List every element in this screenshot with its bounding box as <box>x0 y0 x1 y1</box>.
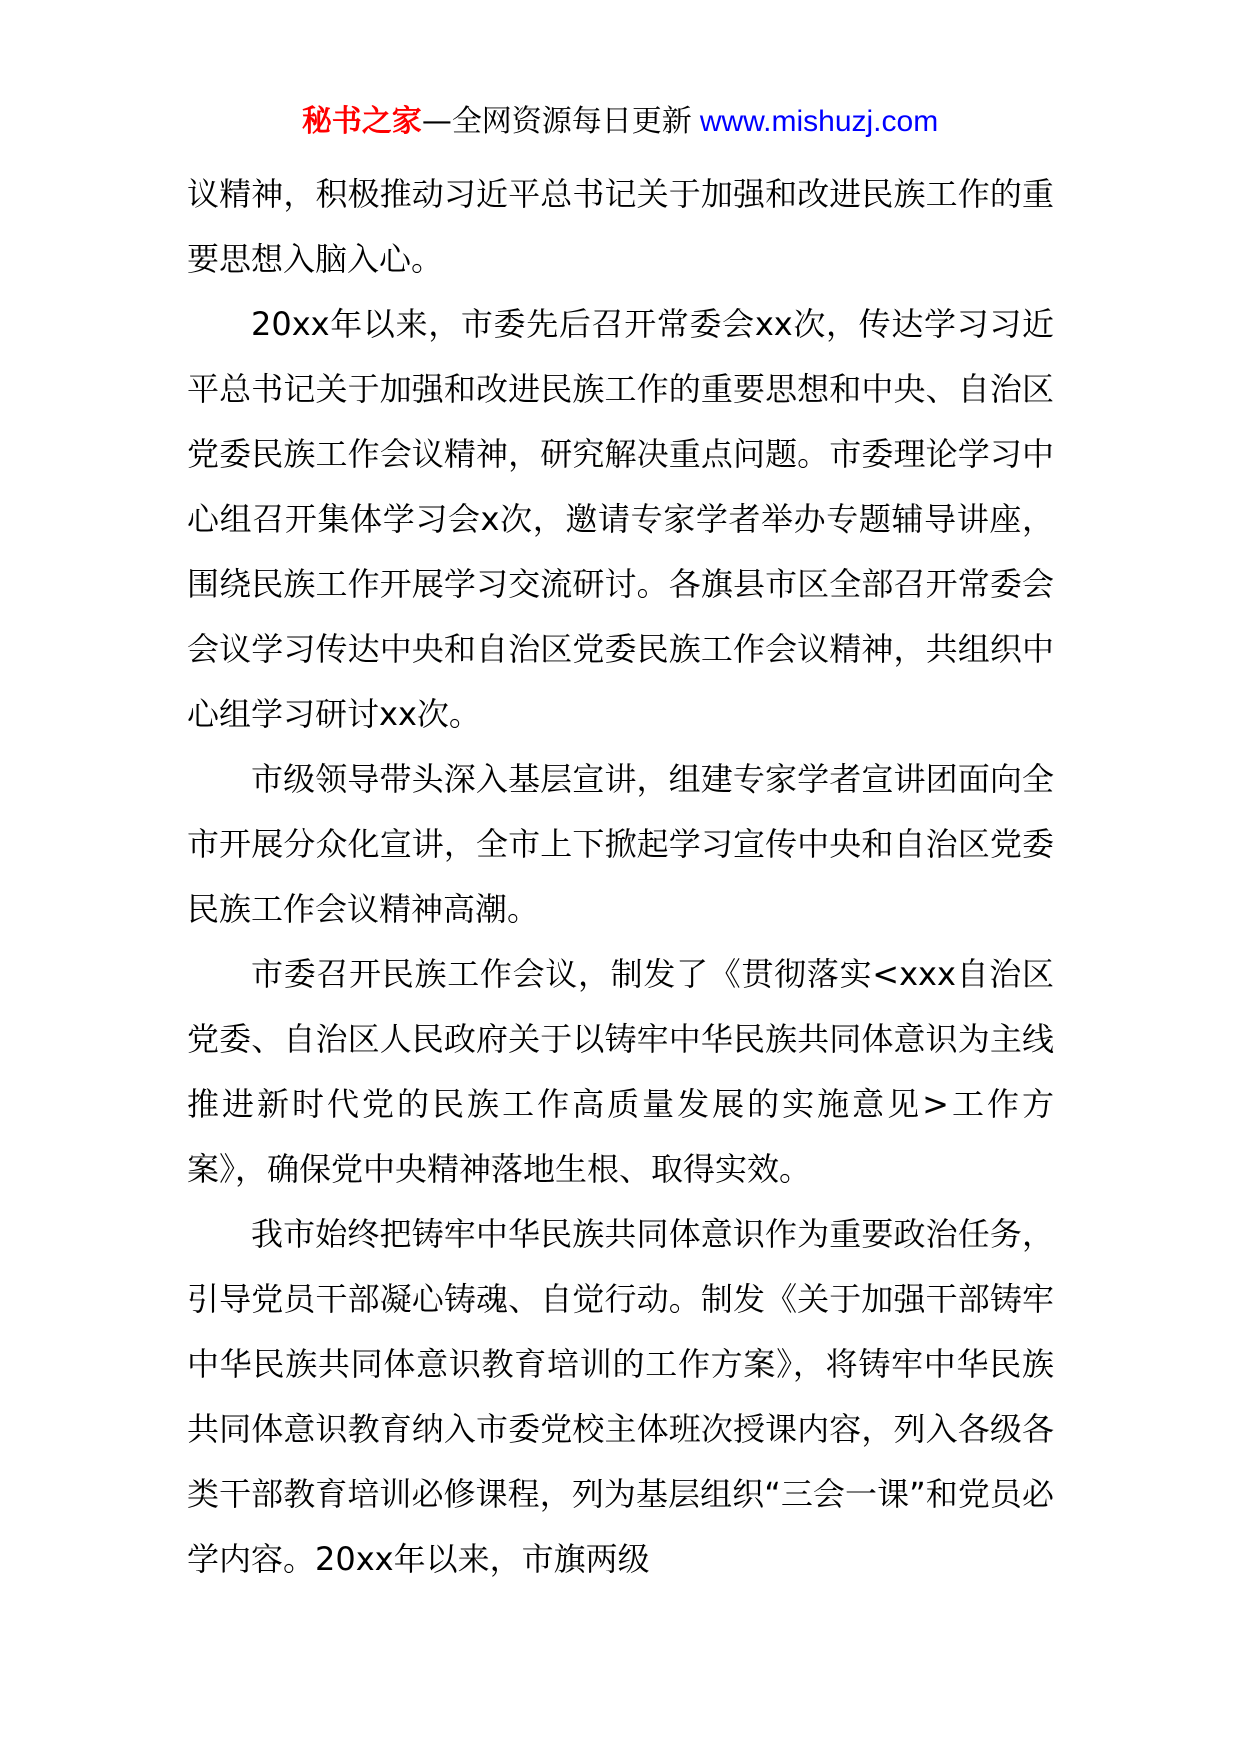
paragraph: 市级领导带头深入基层宣讲，组建专家学者宣讲团面向全市开展分众化宣讲，全市上下掀起学习宣传中央和自治区党委民族工作会议精神高潮。 <box>187 760 1054 928</box>
header-tagline: —全网资源每日更新 <box>421 104 692 139</box>
website-link[interactable]: www.mishuzj.com <box>699 105 939 138</box>
page-header <box>0 100 1240 144</box>
paragraph: 我市始终把铸牢中华民族共同体意识作为重要政治任务，引导党员干部凝心铸魂、自觉行动。制发《关于加强干部铸牢中华民族共同体意识教育培训的工作方案》，将铸牢中华民族共同体意识教育纳入市委党校主体班次授课内容，列入各级各类干部教育培训必修课程，列为基层组织“三会一课”和党员必学内容。20xx年以来，市旗两级 <box>187 1215 1054 1578</box>
brand-name: 秘书之家 <box>301 104 422 139</box>
paragraph: 20xx年以来，市委先后召开常委会xx次，传达学习习近平总书记关于加强和改进民族工作的重要思想和中央、自治区党委民族工作会议精神，研究解决重点问题。市委理论学习中心组召开集体学习会x次，邀请专家学者举办专题辅导讲座，围绕民族工作开展学习交流研讨。各旗县市区全部召开常委会会议学习传达中央和自治区党委民族工作会议精神，共组织中心组学习研讨xx次。 <box>187 305 1054 733</box>
paragraph-continued: 议精神，积极推动习近平总书记关于加强和改进民族工作的重要思想入脑入心。 <box>187 175 1054 278</box>
document-body <box>187 162 1054 1592</box>
paragraph: 市委召开民族工作会议，制发了《贯彻落实<xxx自治区党委、自治区人民政府关于以铸牢中华民族共同体意识为主线推进新时代党的民族工作高质量发展的实施意见>工作方案》，确保党中央精神落地生根、取得实效。 <box>187 955 1054 1188</box>
